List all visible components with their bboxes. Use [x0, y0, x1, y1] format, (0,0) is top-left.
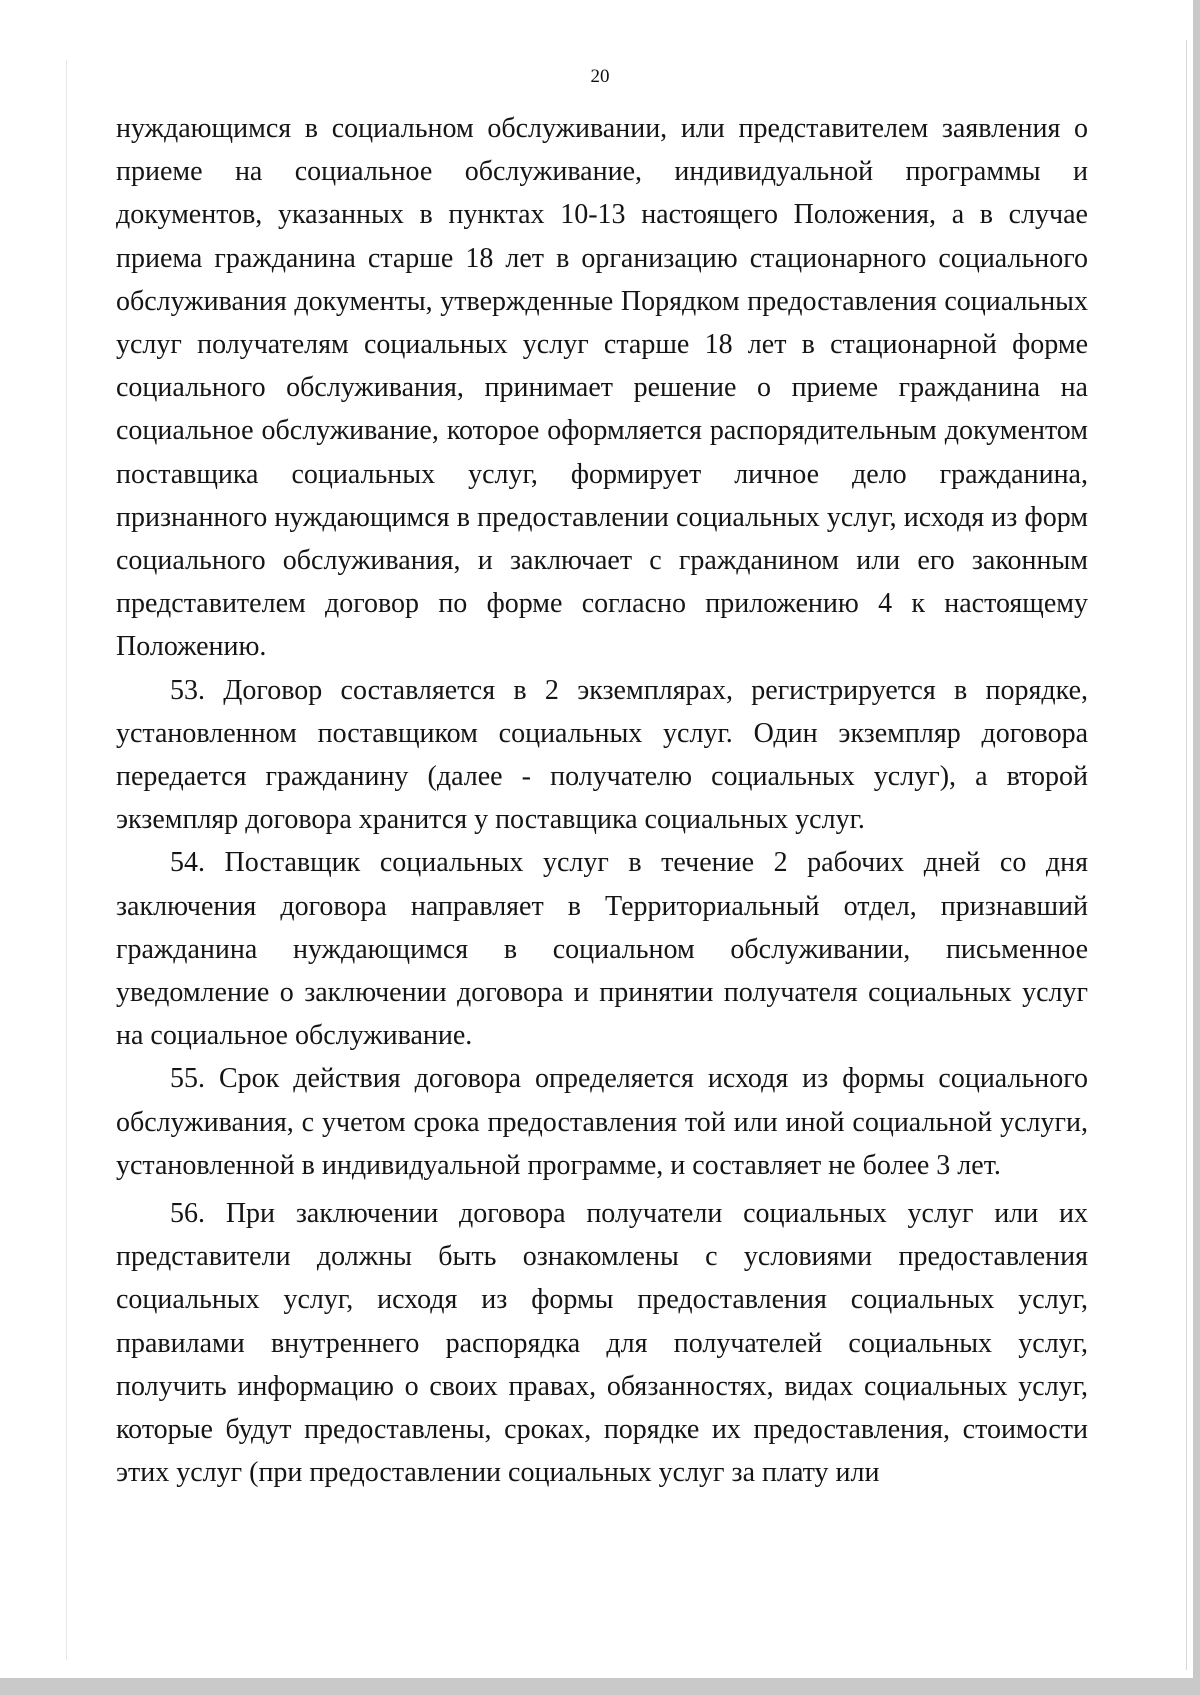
page-number: 20: [590, 66, 610, 87]
scan-edge-line: [1186, 40, 1187, 1670]
paragraph-56: 56. При заключении договора получатели социальных услуг или их представители должны быть ознакомлены с условиями предоставления социальных услуг, исходя из формы предоставления социальных услуг, правилами внутреннего распорядка для получателей социальных услуг, получить информацию о своих правах, обязанностях, видах социальных услуг, которые будут предоставлены, сроках, порядке их предоставления, стоимости этих услуг (при предоставлении социальных услуг за плату или: [116, 1198, 1088, 1489]
scan-edge-line: [66, 60, 67, 1660]
paragraph-54: 54. Поставщик социальных услуг в течение 2 рабочих дней со дня заключения договора направляет в Территориальный отдел, признавший гражданина нуждающимся в социальном обслуживании, письменное уведомление о заключении договора и принятии получателя социальных услуг на социальное обслуживание.: [116, 847, 1088, 1052]
paragraph-53: 53. Договор составляется в 2 экземплярах, регистрируется в порядке, установленном поставщиком социальных услуг. Один экземпляр договора передается гражданину (далее - получателю социальных услуг), а второй экземпляр договора хранится у поставщика социальных услуг.: [116, 674, 1088, 836]
paragraph-55: 55. Срок действия договора определяется исходя из формы социального обслуживания, с учетом срока предоставления той или иной социальной услуги, установленной в индивидуальной программе, и составляет не более 3 лет.: [116, 1063, 1088, 1181]
document-body: [116, 107, 1088, 1495]
paragraph-continuation: нуждающимся в социальном обслуживании, или представителем заявления о приеме на социальное обслуживание, индивидуальной программы и документов, указанных в пунктах 10-13 настоящего Положения, а в случае приема гражданина старше 18 лет в организацию стационарного социального обслуживания документы, утвержденные Порядком предоставления социальных услуг получателям социальных услуг старше 18 лет в стационарной форме социального обслуживания, принимает решение о приеме гражданина на социальное обслуживание, которое оформляется распорядительным документом поставщика социальных услуг, формирует личное дело гражданина, признанного нуждающимся в предоставлении социальных услуг, исходя из форм социального обслуживания, и заключает с гражданином или его законным представителем договор по форме согласно приложению 4 к настоящему Положению.: [116, 113, 1088, 663]
